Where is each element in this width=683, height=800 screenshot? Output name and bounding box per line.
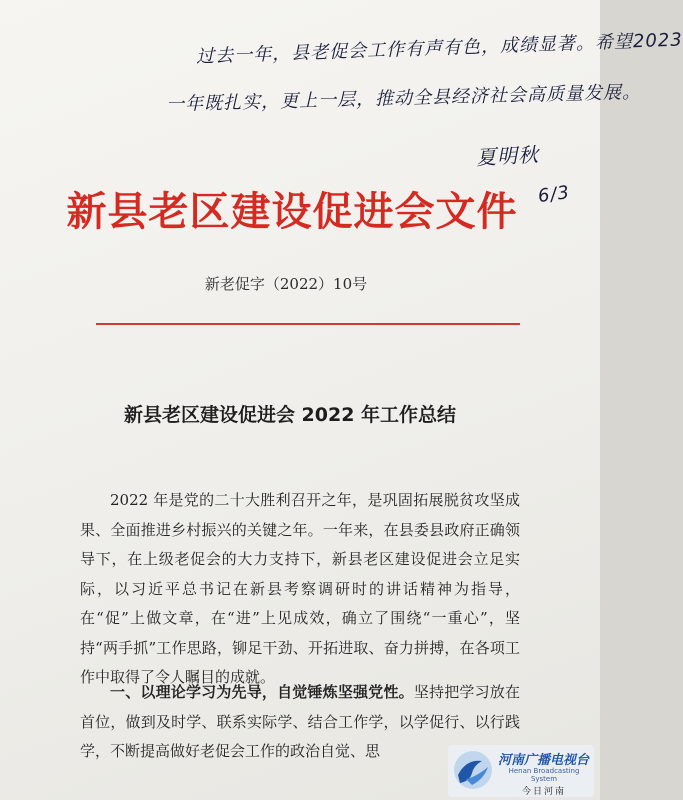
watermark-subtitle: 今日河南 — [521, 787, 566, 797]
handwritten-note-line-1: 过去一年，县老促会工作有声有色，成绩显著。希望2023 — [195, 29, 683, 68]
red-divider-line — [96, 323, 520, 325]
intro-paragraph: 2022 年是党的二十大胜利召开之年，是巩固拓展脱贫攻坚成果、全面推进乡村振兴的关键之年。一年来，在县委县政府正确领导下，在上级老促会的大力支持下，新县老区建设促进会立足实际，以习近平总书记在新县考察调研时的讲话精神为指导，在“促”上做文章，在“进”上见成效，确立了围绕“一重心”，坚持“两手抓”工作思路，铆足干劲、开拓进取、奋力拼搏，在各项工作中取得了令人瞩目的成就。 — [80, 491, 520, 686]
section-1-heading: 一、以理论学习为先导，自觉锤炼坚强党性。 — [110, 683, 414, 701]
document-header-title: 新县老区建设促进会文件 — [66, 188, 518, 235]
handwritten-note-line-2: 一年既扎实，更上一层，推动全县经济社会高质量发展。 — [165, 81, 642, 116]
watermark-name-cn: 河南广播电视台 — [498, 753, 590, 768]
handwritten-date: 6/3 — [536, 181, 572, 208]
watermark-name-en: Henan Broadcasting System — [508, 767, 580, 783]
broadcaster-watermark — [448, 745, 594, 797]
broadcaster-logo-icon — [452, 749, 494, 791]
document-title: 新县老区建设促进会 2022 年工作总结 — [123, 404, 457, 426]
section-1-text: 坚持把学习放在首位，做到及时学、联系实际学、结合工作学，以学促行、以行践学，不断提高做好老促会工作的政治自觉、思 — [80, 683, 520, 760]
handwritten-signature: 夏明秋 — [475, 142, 540, 170]
document-number: 新老促字（2022）10号 — [204, 275, 368, 293]
